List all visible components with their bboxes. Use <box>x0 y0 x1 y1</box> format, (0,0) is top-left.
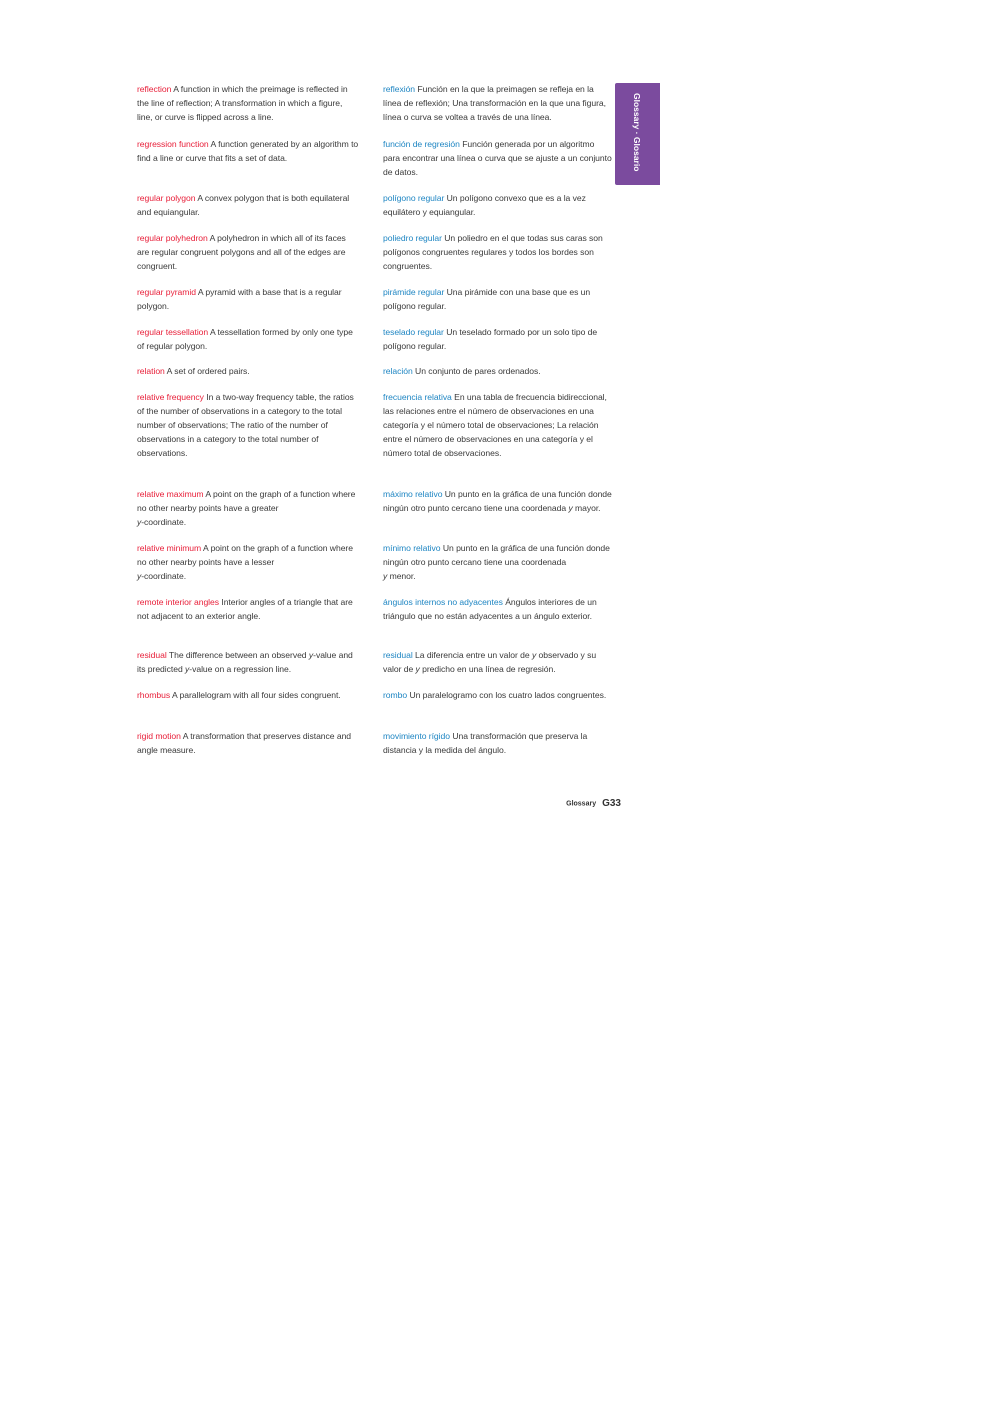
entry-reflection-en <box>137 82 359 124</box>
definition-en: A parallelogram with all four sides congruent. <box>171 690 341 700</box>
term-es: frecuencia relativa <box>383 392 452 402</box>
entry-reflexion-es <box>383 82 613 124</box>
definition-en: A point on the graph of a function where no other nearby points have a greater <box>137 489 356 513</box>
entry-piramide-regular-es <box>383 285 613 313</box>
entry-frecuencia-relativa-es <box>383 390 613 460</box>
term-es: poliedro regular <box>383 233 442 243</box>
definition-es: Función en la que la preimagen se refleja en la línea de reflexión; Una transformación en la que una figura, línea o curva se voltea a través de una línea. <box>383 84 606 122</box>
entry-minimo-relativo-es <box>383 541 613 583</box>
term-es: reflexión <box>383 84 416 94</box>
definition-es: Función generada por un algoritmo para encontrar una línea o curva que se ajuste a un conjunto de datos. <box>383 139 612 177</box>
term-es: ángulos internos no adyacentes <box>383 597 503 607</box>
term-en: regression function <box>137 139 209 149</box>
glossary-side-tab <box>615 83 660 185</box>
entry-residual-en <box>137 648 359 676</box>
entry-regression-function-en <box>137 137 359 165</box>
definition-es: En una tabla de frecuencia bidireccional, las relaciones entre el número de observaciones en una categoría y el número total de observaciones; La relación entre el número de observaciones en una categoría y el número total de observaciones. <box>383 392 607 458</box>
definition-es: Un conjunto de pares ordenados. <box>415 366 541 376</box>
definition-es: Un polígono convexo que es a la vez equilátero y equiangular. <box>383 193 586 217</box>
page-footer <box>500 795 621 813</box>
definition-es: Un paralelogramo con los cuatro lados congruentes. <box>409 690 607 700</box>
variable-y-2: y <box>185 664 190 674</box>
term-es: relación <box>383 366 413 376</box>
term-es: rombo <box>383 690 408 700</box>
term-en: relative minimum <box>137 543 202 553</box>
term-en: regular polygon <box>137 193 196 203</box>
definition-es-end: predicho en una línea de regresión. <box>422 664 556 674</box>
term-en: regular polyhedron <box>137 233 208 243</box>
entry-angulos-internos-es <box>383 595 613 623</box>
definition-es: La diferencia entre un valor de <box>415 650 530 660</box>
definition-en: A convex polygon that is both equilateral and equiangular. <box>137 193 350 217</box>
variable-y-2: y <box>415 664 420 674</box>
entry-remote-interior-angles-en <box>137 595 359 623</box>
entry-teselado-regular-es <box>383 325 613 353</box>
entry-regular-tessellation-en <box>137 325 359 353</box>
term-en: regular tessellation <box>137 327 209 337</box>
definition-es: Un teselado formado por un solo tipo de polígono regular. <box>383 327 598 351</box>
entry-regular-polyhedron-en <box>137 231 359 273</box>
footer-label: Glossary <box>566 800 597 808</box>
entry-maximo-relativo-es <box>383 487 613 515</box>
term-es: mínimo relativo <box>383 543 441 553</box>
entry-poliedro-regular-es <box>383 231 613 273</box>
definition-es: Una transformación que preserva la distancia y la medida del ángulo. <box>383 731 588 755</box>
term-en: relative maximum <box>137 489 204 499</box>
variable-y: y <box>137 571 142 581</box>
entry-rombo-es <box>383 688 613 702</box>
entry-relacion-es <box>383 364 613 378</box>
definition-en: A point on the graph of a function where no other nearby points have a lesser <box>137 543 353 567</box>
term-en: reflection <box>137 84 172 94</box>
page-number: G33 <box>602 798 621 810</box>
term-es: residual <box>383 650 413 660</box>
definition-en: A set of ordered pairs. <box>166 366 250 376</box>
definition-en: A pyramid with a base that is a regular polygon. <box>137 287 342 311</box>
variable-y: y <box>137 517 142 527</box>
entry-relation-en <box>137 364 359 378</box>
term-en: regular pyramid <box>137 287 196 297</box>
term-en: residual <box>137 650 167 660</box>
entry-regular-pyramid-en <box>137 285 359 313</box>
definition-es-end: mayor. <box>575 503 601 513</box>
definition-en: A tessellation formed by only one type of regular polygon. <box>137 327 353 351</box>
side-tab-label: Glossary · Glosario <box>632 93 642 172</box>
definition-en-end: -value on a regression line. <box>189 664 292 674</box>
entry-residual-es <box>383 648 613 676</box>
term-en: remote interior angles <box>137 597 220 607</box>
definition-en: A polyhedron in which all of its faces are regular congruent polygons and all of the edges are congruent. <box>137 233 346 271</box>
definition-en: In a two-way frequency table, the ratios of the number of observations in a category to the total number of observations; The ratio of the number of observations in a category to the total number of observations. <box>137 392 354 458</box>
entry-relative-minimum-en <box>137 541 359 583</box>
entry-regular-polygon-en <box>137 191 359 219</box>
definition-en-mid: -value and its predicted <box>137 650 353 674</box>
variable-y: y <box>568 503 573 513</box>
variable-y: y <box>308 650 314 660</box>
entry-funcion-de-regresion-es <box>383 137 613 179</box>
definition-en-end: -coordinate. <box>141 517 187 527</box>
definition-es: Ángulos interiores de un triángulo que no están adyacentes a un ángulo exterior. <box>383 597 597 621</box>
variable-y: y <box>531 650 537 660</box>
term-en: rhombus <box>137 690 171 700</box>
definition-en: A function in which the preimage is reflected in the line of reflection; A transformation in which a figure, line, or curve is flipped across a line. <box>137 84 348 122</box>
term-es: pirámide regular <box>383 287 445 297</box>
definition-en: A transformation that preserves distance and angle measure. <box>137 731 352 755</box>
term-en: relation <box>137 366 165 376</box>
definition-en-end: -coordinate. <box>141 571 187 581</box>
term-es: función de regresión <box>383 139 460 149</box>
definition-es: Un poliedro en el que todas sus caras son polígonos congruentes regulares y todos los bordes son congruentes. <box>383 233 603 271</box>
definition-es: Un punto en la gráfica de una función donde ningún otro punto cercano tiene una coordenada <box>383 489 612 513</box>
definition-es-end: menor. <box>389 571 416 581</box>
entry-movimiento-rigido-es <box>383 729 613 757</box>
term-es: movimiento rígido <box>383 731 450 741</box>
variable-y: y <box>383 571 388 581</box>
term-es: máximo relativo <box>383 489 443 499</box>
definition-en: The difference between an observed <box>168 650 307 660</box>
entry-rigid-motion-en <box>137 729 359 757</box>
entry-relative-maximum-en <box>137 487 359 529</box>
term-en: relative frequency <box>137 392 204 402</box>
definition-es: Un punto en la gráfica de una función donde ningún otro punto cercano tiene una coordenada <box>383 543 610 567</box>
term-en: rigid motion <box>137 731 181 741</box>
definition-en: A function generated by an algorithm to find a line or curve that fits a set of data. <box>137 139 359 163</box>
term-es: teselado regular <box>383 327 444 337</box>
entry-poligono-regular-es <box>383 191 613 219</box>
definition-es-mid: observado y su valor de <box>383 650 597 674</box>
term-es: polígono regular <box>383 193 445 203</box>
entry-relative-frequency-en <box>137 390 359 460</box>
definition-en: Interior angles of a triangle that are not adjacent to an exterior angle. <box>137 597 353 621</box>
entry-rhombus-en <box>137 688 359 702</box>
definition-es: Una pirámide con una base que es un polígono regular. <box>383 287 591 311</box>
